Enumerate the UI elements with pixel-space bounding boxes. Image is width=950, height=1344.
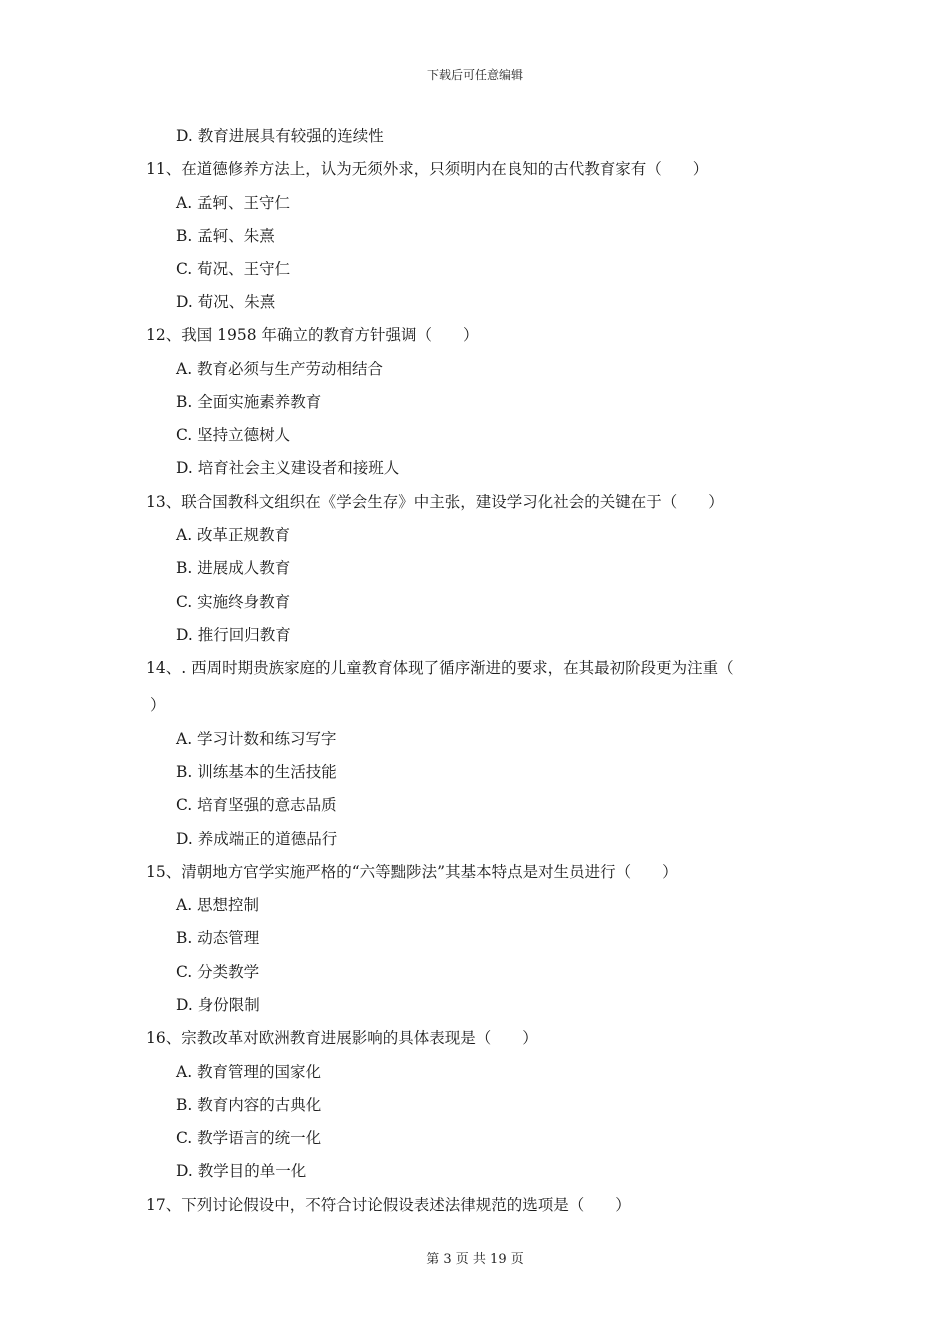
option-text: D. 身份限制 xyxy=(176,996,260,1014)
question-text: 11、在道德修养方法上，认为无须外求，只须明内在良知的古代教育家有（ ） xyxy=(146,160,709,178)
page-number: 第 3 页 共 19 页 xyxy=(426,1252,524,1267)
option-text: A. 思想控制 xyxy=(176,896,260,914)
option-text: A. 教育管理的国家化 xyxy=(176,1063,322,1081)
option-text: C. 教学语言的统一化 xyxy=(176,1129,322,1147)
option-text: C. 坚持立德树人 xyxy=(176,426,291,444)
option-text: A. 学习计数和练习写字 xyxy=(176,730,337,748)
option-text: B. 全面实施素养教育 xyxy=(176,393,322,411)
question-text: 13、联合国教科文组织在《学会生存》中主张，建设学习化社会的关键在于（ ） xyxy=(146,493,724,511)
option-text: A. 孟轲、王守仁 xyxy=(176,194,291,212)
option-text: D. 推行回归教育 xyxy=(176,626,291,644)
option-text: D. 培育社会主义建设者和接班人 xyxy=(176,459,400,477)
option-text: B. 教育内容的古典化 xyxy=(176,1096,322,1114)
option-text: D. 教学目的单一化 xyxy=(176,1162,307,1180)
page-header: 下载后可任意编辑 xyxy=(426,68,523,82)
question-text: 12、我国 1958 年确立的教育方针强调（ ） xyxy=(146,326,479,344)
option-text: D. 教育进展具有较强的连续性 xyxy=(176,127,384,145)
option-text: C. 分类教学 xyxy=(176,963,260,981)
option-text: A. 教育必须与生产劳动相结合 xyxy=(176,360,384,378)
option-text: D. 荀况、朱熹 xyxy=(176,293,276,311)
option-text: B. 孟轲、朱熹 xyxy=(176,227,275,245)
option-text: A. 改革正规教育 xyxy=(176,526,291,544)
option-text: C. 实施终身教育 xyxy=(176,593,291,611)
option-text: B. 训练基本的生活技能 xyxy=(176,763,337,781)
option-text: B. 动态管理 xyxy=(176,929,260,947)
question-text: 14、. 西周时期贵族家庭的儿童教育体现了循序渐进的要求，在其最初阶段更为注重（ xyxy=(146,659,734,677)
option-text: C. 培育坚强的意志品质 xyxy=(176,796,337,814)
question-text: 15、清朝地方官学实施严格的“六等黜陟法”其基本特点是对生员进行（ ） xyxy=(146,863,678,881)
question-text: 16、宗教改革对欧洲教育进展影响的具体表现是（ ） xyxy=(146,1029,538,1047)
question-text: 17、下列讨论假设中，不符合讨论假设表述法律规范的选项是（ ） xyxy=(146,1196,631,1214)
option-text: C. 荀况、王守仁 xyxy=(176,260,291,278)
option-text: D. 养成端正的道德品行 xyxy=(176,830,338,848)
option-text: B. 进展成人教育 xyxy=(176,559,291,577)
question-text-continued: ） xyxy=(150,696,166,714)
